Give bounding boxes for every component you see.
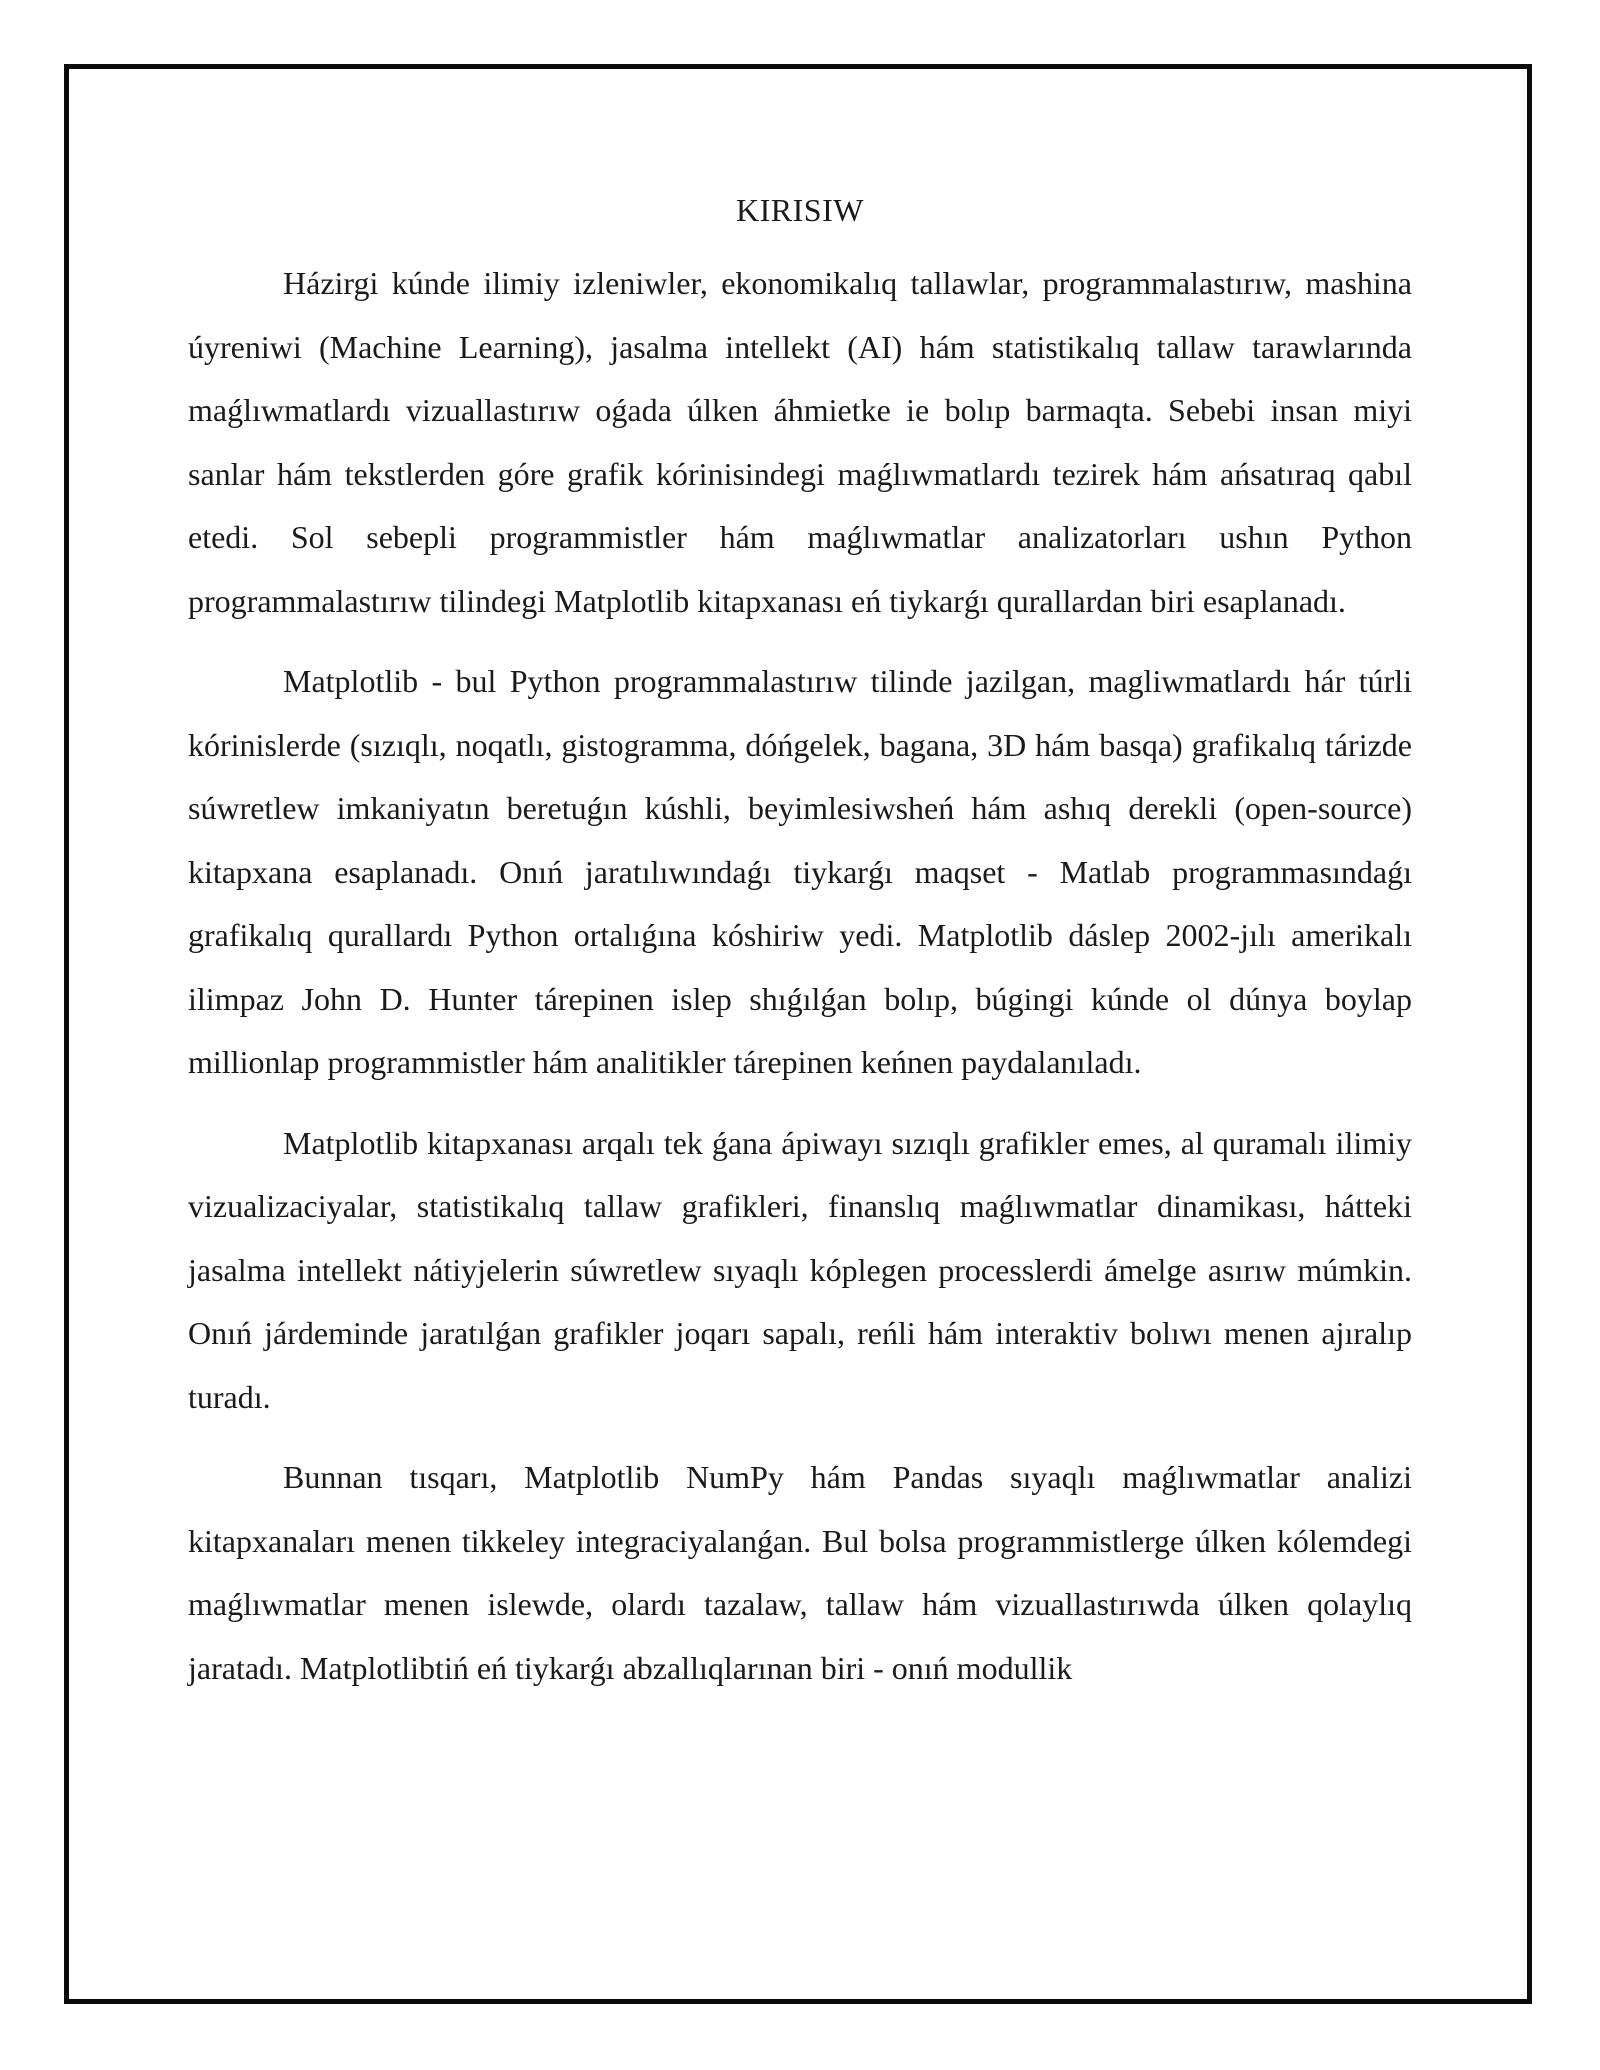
document-body [188, 190, 1412, 1717]
paragraph-2: Matplotlib - bul Python programmalastırıw tilinde jazilgan, magliwmatlardı hár túrli kórinislerde (sızıqlı, noqatlı, gistogramma, dóńgelek, bagana, 3D hám basqa) grafikalıq tárizde súwretlew imkaniyatın beretuǵın kúshli, beyimlesiwsheń hám ashıq derekli (open-source) kitapxana esaplanadı. Onıń jaratılıwındaǵı tiykarǵı maqset - Matlab programmasındaǵı grafikalıq qurallardı Python ortalıǵına kóshiriw yedi. Matplotlib dáslep 2002-jılı amerikalı ilimpaz John D. Hunter tárepinen islep shıǵılǵan bolıp, búgingi kúnde ol dúnya boylap millionlap programmistler hám analitikler tárepinen keńnen paydalanıladı. [188, 663, 1412, 1080]
document-title: KIRISIW [736, 192, 864, 228]
paragraph-3: Matplotlib kitapxanası arqalı tek ǵana ápiwayı sızıqlı grafikler emes, al quramalı ilimiy vizualizaciyalar, statistikalıq tallaw grafikleri, finanslıq maǵlıwmatlar dinamikası, hátteki jasalma intellekt nátiyjelerin súwretlew sıyaqlı kóplegen processlerdi ámelge asırıw múmkin. Onıń járdeminde jaratılǵan grafikler joqarı sapalı, reńli hám interaktiv bolıwı menen ajıralıp turadı. [188, 1124, 1412, 1415]
paragraph-1: Házirgi kúnde ilimiy izleniwler, ekonomikalıq tallawlar, programmalastırıw, mashina úyreniwi (Machine Learning), jasalma intellekt (AI) hám statistikalıq tallaw tarawlarında maǵlıwmatlardı vizuallastırıw oǵada úlken áhmietke ie bolıp barmaqta. Sebebi insan miyi sanlar hám tekstlerden góre grafik kórinisindegi maǵlıwmatlardı tezirek hám ańsatıraq qabıl etedi. Sol sebepli programmistler hám maǵlıwmatlar analizatorları ushın Python programmalastırıw tilindegi Matplotlib kitapxanası eń tiykarǵı qurallardan biri esaplanadı. [188, 265, 1412, 619]
paragraph-4: Bunnan tısqarı, Matplotlib NumPy hám Pandas sıyaqlı maǵlıwmatlar analizi kitapxanaları menen tikkeley integraciyalanǵan. Bul bolsa programmistlerge úlken kólemdegi maǵlıwmatlar menen islewde, olardı tazalaw, tallaw hám vizuallastırıwda úlken qolaylıq jaratadı. Matplotlibtiń eń tiykarǵı abzallıqlarınan biri - onıń modullik [188, 1459, 1412, 1686]
